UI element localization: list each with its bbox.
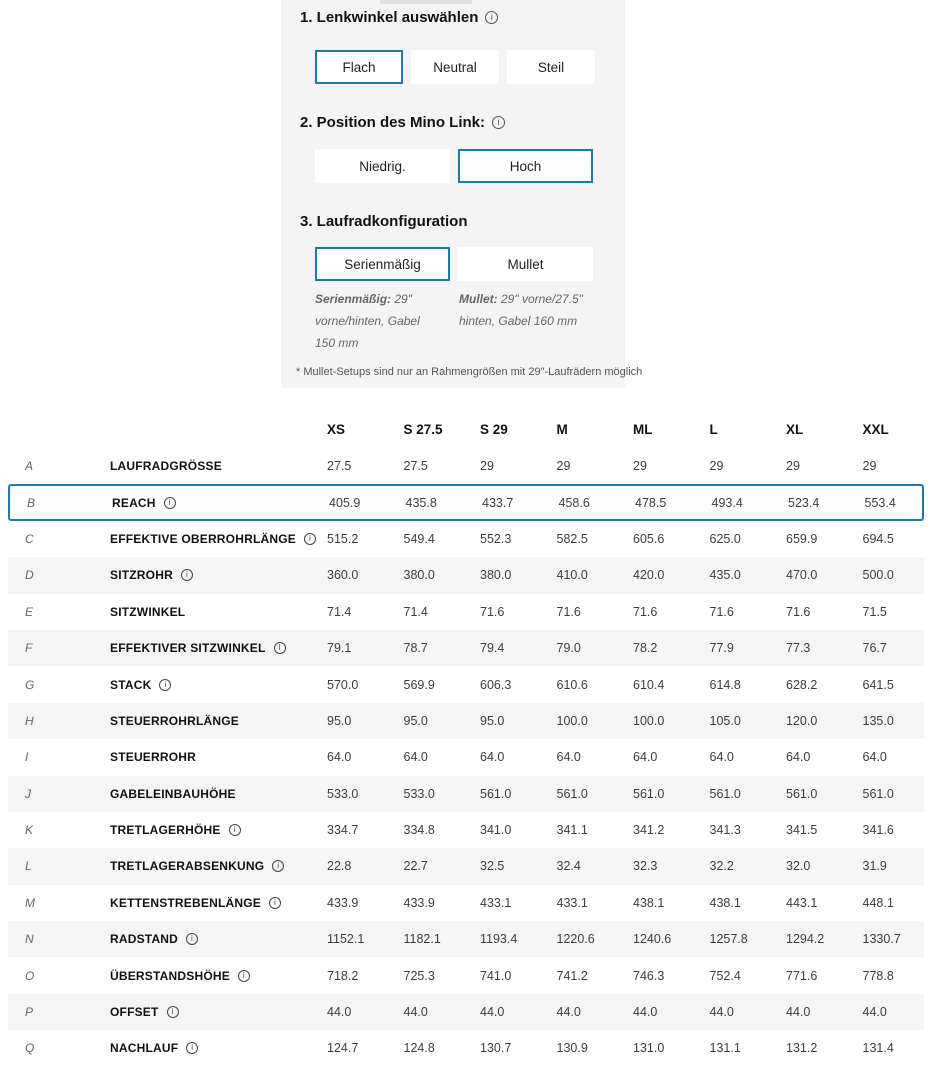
geometry-value: 614.8 [709,677,741,692]
geometry-value: 433.1 [556,895,588,910]
geometry-value: 341.1 [556,823,588,838]
geometry-value: 741.0 [480,968,512,983]
table-row-h[interactable] [8,703,924,739]
table-row-p[interactable] [8,994,924,1030]
table-row-d[interactable] [8,557,924,593]
geometry-value: 64.0 [556,750,581,765]
size-column-header: M [556,421,568,437]
geometry-value: 694.5 [862,531,894,546]
row-label [110,1041,327,1055]
size-column-header: XL [786,421,804,437]
option-button-niedrig[interactable]: Niedrig. [315,149,450,183]
cropped-element-fragment [380,0,472,4]
row-letter: L [25,859,32,874]
geometry-value: 771.6 [786,968,818,983]
table-row-g[interactable] [8,666,924,702]
geometry-value: 105.0 [709,713,741,728]
geometry-value: 29 [633,459,647,474]
geometry-value: 334.7 [327,823,359,838]
geometry-value: 435.8 [405,495,437,510]
geometry-value: 561.0 [480,786,512,801]
geometry-value: 131.0 [633,1041,665,1056]
geometry-value: 32.4 [556,859,581,874]
geometry-value: 420.0 [633,568,665,583]
geometry-value: 1152.1 [327,932,365,947]
table-row-f[interactable] [8,630,924,666]
geometry-value: 79.0 [556,641,581,656]
geometry-value: 77.9 [709,641,734,656]
geometry-value: 27.5 [403,459,428,474]
geometry-value: 605.6 [633,531,665,546]
geometry-value: 341.6 [862,823,894,838]
geometry-value: 380.0 [403,568,435,583]
geometry-value: 433.9 [327,895,359,910]
geometry-value: 549.4 [403,531,435,546]
row-label [110,459,327,473]
geometry-value: 32.3 [633,859,658,874]
row-letter: O [25,968,35,983]
row-label [110,969,327,983]
geometry-value: 582.5 [556,531,588,546]
row-letter: N [25,932,34,947]
geometry-value: 31.9 [862,859,887,874]
row-label [110,750,327,764]
geometry-config-panel [281,0,643,388]
geometry-value: 44.0 [403,1005,428,1020]
row-label-text: KETTENSTREBENLÄNGE [110,895,261,910]
row-label-text: ÜBERSTANDSHÖHE [110,968,230,983]
geometry-value: 561.0 [786,786,818,801]
table-row-e[interactable] [8,594,924,630]
row-label-text: OFFSET [110,1005,159,1020]
geometry-value: 625.0 [709,531,741,546]
row-label-text: TRETLAGERABSENKUNG [110,859,265,874]
geometry-value: 515.2 [327,531,359,546]
geometry-value: 71.4 [327,604,352,619]
row-letter: H [25,713,34,728]
geometry-value: 130.9 [556,1041,588,1056]
geometry-value: 552.3 [480,531,512,546]
geometry-value: 334.8 [403,823,435,838]
row-label [110,641,327,655]
geometry-value: 561.0 [709,786,741,801]
section-title-text: 3. Laufradkonfiguration [300,213,468,230]
info-icon[interactable]: i [159,679,171,691]
row-label-text: SITZROHR [110,568,173,583]
geometry-value: 44.0 [709,1005,734,1020]
geometry-value: 27.5 [327,459,352,474]
row-label [112,496,329,510]
table-row-m[interactable] [8,885,924,921]
row-letter: B [27,495,36,510]
row-letter: G [25,677,35,692]
row-letter: C [25,531,34,546]
geometry-value: 78.7 [403,641,428,656]
geometry-value: 433.9 [403,895,435,910]
table-row-i[interactable] [8,739,924,775]
geometry-value: 29 [709,459,724,474]
geometry-value: 130.7 [480,1041,512,1056]
geometry-value: 610.6 [556,677,588,692]
row-label-text: TRETLAGERHÖHE [110,823,221,838]
row-letter: J [25,786,31,801]
size-column-header: L [709,421,718,437]
geometry-value: 561.0 [556,786,588,801]
info-icon[interactable]: i [272,860,284,872]
section-title-mino-link [300,114,505,131]
geometry-value: 135.0 [862,713,894,728]
geometry-value: 100.0 [556,713,588,728]
geometry-value: 32.2 [709,859,734,874]
geometry-value: 76.7 [862,641,887,656]
geometry-value: 44.0 [633,1005,658,1020]
geometry-value: 500.0 [862,568,894,583]
geometry-value: 718.2 [327,968,359,983]
row-label-text: LAUFRADGRÖSSE [110,459,222,474]
geometry-value: 443.1 [786,895,818,910]
row-letter: Q [25,1041,35,1056]
row-label-text: GABELEINBAUHÖHE [110,786,236,801]
description-text: 29" vorne/hinten, Gabel 150 mm [315,292,420,351]
geometry-value: 341.5 [786,823,818,838]
table-row-o[interactable] [8,957,924,993]
geometry-value: 64.0 [327,750,352,765]
geometry-value: 64.0 [480,750,505,765]
row-label-text: STEUERROHR [110,750,197,765]
geometry-value: 752.4 [709,968,741,983]
geometry-value: 1257.8 [709,932,748,947]
geometry-value: 95.0 [403,713,428,728]
row-label-text: STEUERROHRLÄNGE [110,713,240,728]
info-icon[interactable]: i [485,11,498,24]
geometry-value: 44.0 [786,1005,811,1020]
geometry-value: 131.1 [709,1041,741,1056]
row-label [110,714,327,728]
size-column-header: XS [327,421,346,437]
table-row-a[interactable] [8,448,924,484]
geometry-value: 131.4 [862,1041,894,1056]
geometry-value: 95.0 [327,713,352,728]
geometry-value: 533.0 [403,786,435,801]
geometry-value: 341.3 [709,823,741,838]
geometry-value: 641.5 [862,677,894,692]
row-letter: M [25,895,35,910]
geometry-value: 380.0 [480,568,512,583]
geometry-value: 410.0 [556,568,588,583]
geometry-value: 1240.6 [633,932,672,947]
row-letter: E [25,604,34,619]
geometry-value: 606.3 [480,677,512,692]
table-row-j[interactable] [8,776,924,812]
geometry-value: 71.6 [556,604,581,619]
option-button-steil[interactable]: Steil [507,50,595,84]
info-icon[interactable]: i [186,933,198,945]
info-icon[interactable]: i [274,642,286,654]
geometry-value: 553.4 [864,495,896,510]
geometry-value: 71.6 [480,604,505,619]
size-column-header: XXL [862,421,889,437]
size-header-row [8,410,924,448]
row-letter: K [25,823,34,838]
description-lead: Serienmäßig: [315,292,392,306]
table-row-c[interactable] [8,521,924,557]
row-letter: I [25,750,29,765]
table-row-l[interactable] [8,848,924,884]
info-icon[interactable]: i [167,1006,179,1018]
laufrad-options [315,247,593,281]
geometry-value: 628.2 [786,677,818,692]
option-button-hoch[interactable]: Hoch [458,149,593,183]
geometry-value: 659.9 [786,531,818,546]
description-lead: Mullet: [459,292,498,306]
geometry-value: 32.5 [480,859,505,874]
info-icon[interactable]: i [269,897,281,909]
row-label [110,568,327,582]
geometry-value: 433.1 [480,895,512,910]
geometry-value: 569.9 [403,677,435,692]
option-button-flach[interactable]: Flach [315,50,403,84]
info-icon[interactable]: i [181,569,193,581]
table-row-k[interactable] [8,812,924,848]
section-title-laufradkonfiguration [300,213,468,230]
size-column-header: ML [633,421,653,437]
info-icon[interactable]: i [304,533,316,545]
info-icon[interactable]: i [229,824,241,836]
description-text: 29" vorne/27.5" hinten, Gabel 160 mm [459,292,583,329]
row-letter: D [25,568,34,583]
geometry-value: 533.0 [327,786,359,801]
table-row-n[interactable] [8,921,924,957]
option-button-serienm-ig[interactable]: Serienmäßig [315,247,450,281]
geometry-value: 29 [556,459,571,474]
geometry-value: 405.9 [329,495,361,510]
section-title-text: 2. Position des Mino Link: [300,114,486,131]
row-letter: P [25,1005,34,1020]
geometry-value: 71.5 [862,604,887,619]
geometry-value: 1294.2 [786,932,825,947]
geometry-value: 470.0 [786,568,818,583]
row-label [110,678,327,692]
geometry-value: 561.0 [633,786,665,801]
geometry-value: 438.1 [633,895,665,910]
mullet-description [459,288,611,332]
row-label-text: REACH [112,495,156,510]
table-row-b[interactable] [8,484,924,520]
geometry-value: 124.7 [327,1041,359,1056]
geometry-value: 1182.1 [403,932,441,947]
mullet-footnote: * Mullet-Setups sind nur an Rahmengrößen mit 29"-Laufrädern möglich [296,366,643,378]
geometry-value: 29 [786,459,800,474]
row-label [110,932,327,946]
section-title-lenkwinkel [300,9,498,26]
geometry-value: 64.0 [786,750,811,765]
geometry-value: 435.0 [709,568,741,583]
geometry-value: 79.4 [480,641,505,656]
size-column-header: S 27.5 [403,421,443,437]
row-label [110,1005,327,1019]
geometry-value: 22.8 [327,859,352,874]
geometry-value: 29 [862,459,877,474]
mino-link-options [315,149,593,183]
geometry-value: 29 [480,459,494,474]
geometry-value: 360.0 [327,568,359,583]
row-label-text: SITZWINKEL [110,604,186,619]
row-label [110,532,327,546]
section-title-text: 1. Lenkwinkel auswählen [300,9,479,26]
row-label [110,823,327,837]
serienmaessig-description [315,288,443,355]
geometry-value: 1193.4 [480,932,518,947]
row-letter: A [25,459,34,474]
geometry-value: 44.0 [327,1005,352,1020]
geometry-value: 64.0 [403,750,428,765]
geometry-value: 100.0 [633,713,665,728]
geometry-value: 44.0 [862,1005,887,1020]
info-icon[interactable]: i [492,116,505,129]
row-label [110,605,327,619]
option-button-neutral[interactable]: Neutral [411,50,499,84]
table-row-q[interactable] [8,1030,924,1066]
geometry-value: 78.2 [633,641,658,656]
row-label-text: NACHLAUF [110,1041,179,1056]
geometry-value: 124.8 [403,1041,435,1056]
geometry-value: 71.6 [633,604,658,619]
geometry-value: 438.1 [709,895,741,910]
geometry-value: 778.8 [862,968,894,983]
row-label [110,896,327,910]
geometry-value: 433.7 [482,495,514,510]
row-letter: F [25,641,33,656]
geometry-value: 22.7 [403,859,428,874]
geometry-value: 493.4 [711,495,743,510]
geometry-table [8,410,924,1067]
geometry-value: 725.3 [403,968,435,983]
row-label-text: EFFEKTIVER SITZWINKEL [110,641,266,656]
geometry-value: 77.3 [786,641,811,656]
geometry-value: 478.5 [635,495,667,510]
info-icon[interactable]: i [164,497,176,509]
geometry-value: 1330.7 [862,932,901,947]
option-button-mullet[interactable]: Mullet [458,247,593,281]
geometry-value: 341.0 [480,823,512,838]
geometry-value: 341.2 [633,823,665,838]
geometry-value: 131.2 [786,1041,818,1056]
info-icon[interactable]: i [186,1042,198,1054]
geometry-value: 610.4 [633,677,665,692]
lenkwinkel-options [315,50,595,84]
geometry-value: 44.0 [480,1005,505,1020]
row-label-text: RADSTAND [110,932,179,947]
geometry-value: 120.0 [786,713,818,728]
geometry-value: 448.1 [862,895,894,910]
row-label [110,787,327,801]
geometry-value: 64.0 [633,750,658,765]
geometry-value: 71.6 [709,604,734,619]
geometry-value: 741.2 [556,968,588,983]
geometry-value: 95.0 [480,713,505,728]
geometry-value: 64.0 [862,750,887,765]
geometry-value: 71.6 [786,604,811,619]
geometry-value: 44.0 [556,1005,581,1020]
geometry-value: 64.0 [709,750,734,765]
geometry-value: 570.0 [327,677,359,692]
row-label-text: STACK [110,677,152,692]
geometry-value: 561.0 [862,786,894,801]
geometry-value: 746.3 [633,968,665,983]
info-icon[interactable]: i [238,970,250,982]
size-column-header: S 29 [480,421,508,437]
geometry-value: 1220.6 [556,932,595,947]
geometry-value: 32.0 [786,859,811,874]
geometry-value: 458.6 [558,495,590,510]
geometry-value: 523.4 [788,495,820,510]
geometry-value: 79.1 [327,641,352,656]
row-label [110,859,327,873]
geometry-value: 71.4 [403,604,428,619]
row-label-text: EFFEKTIVE OBERROHRLÄNGE [110,531,296,546]
